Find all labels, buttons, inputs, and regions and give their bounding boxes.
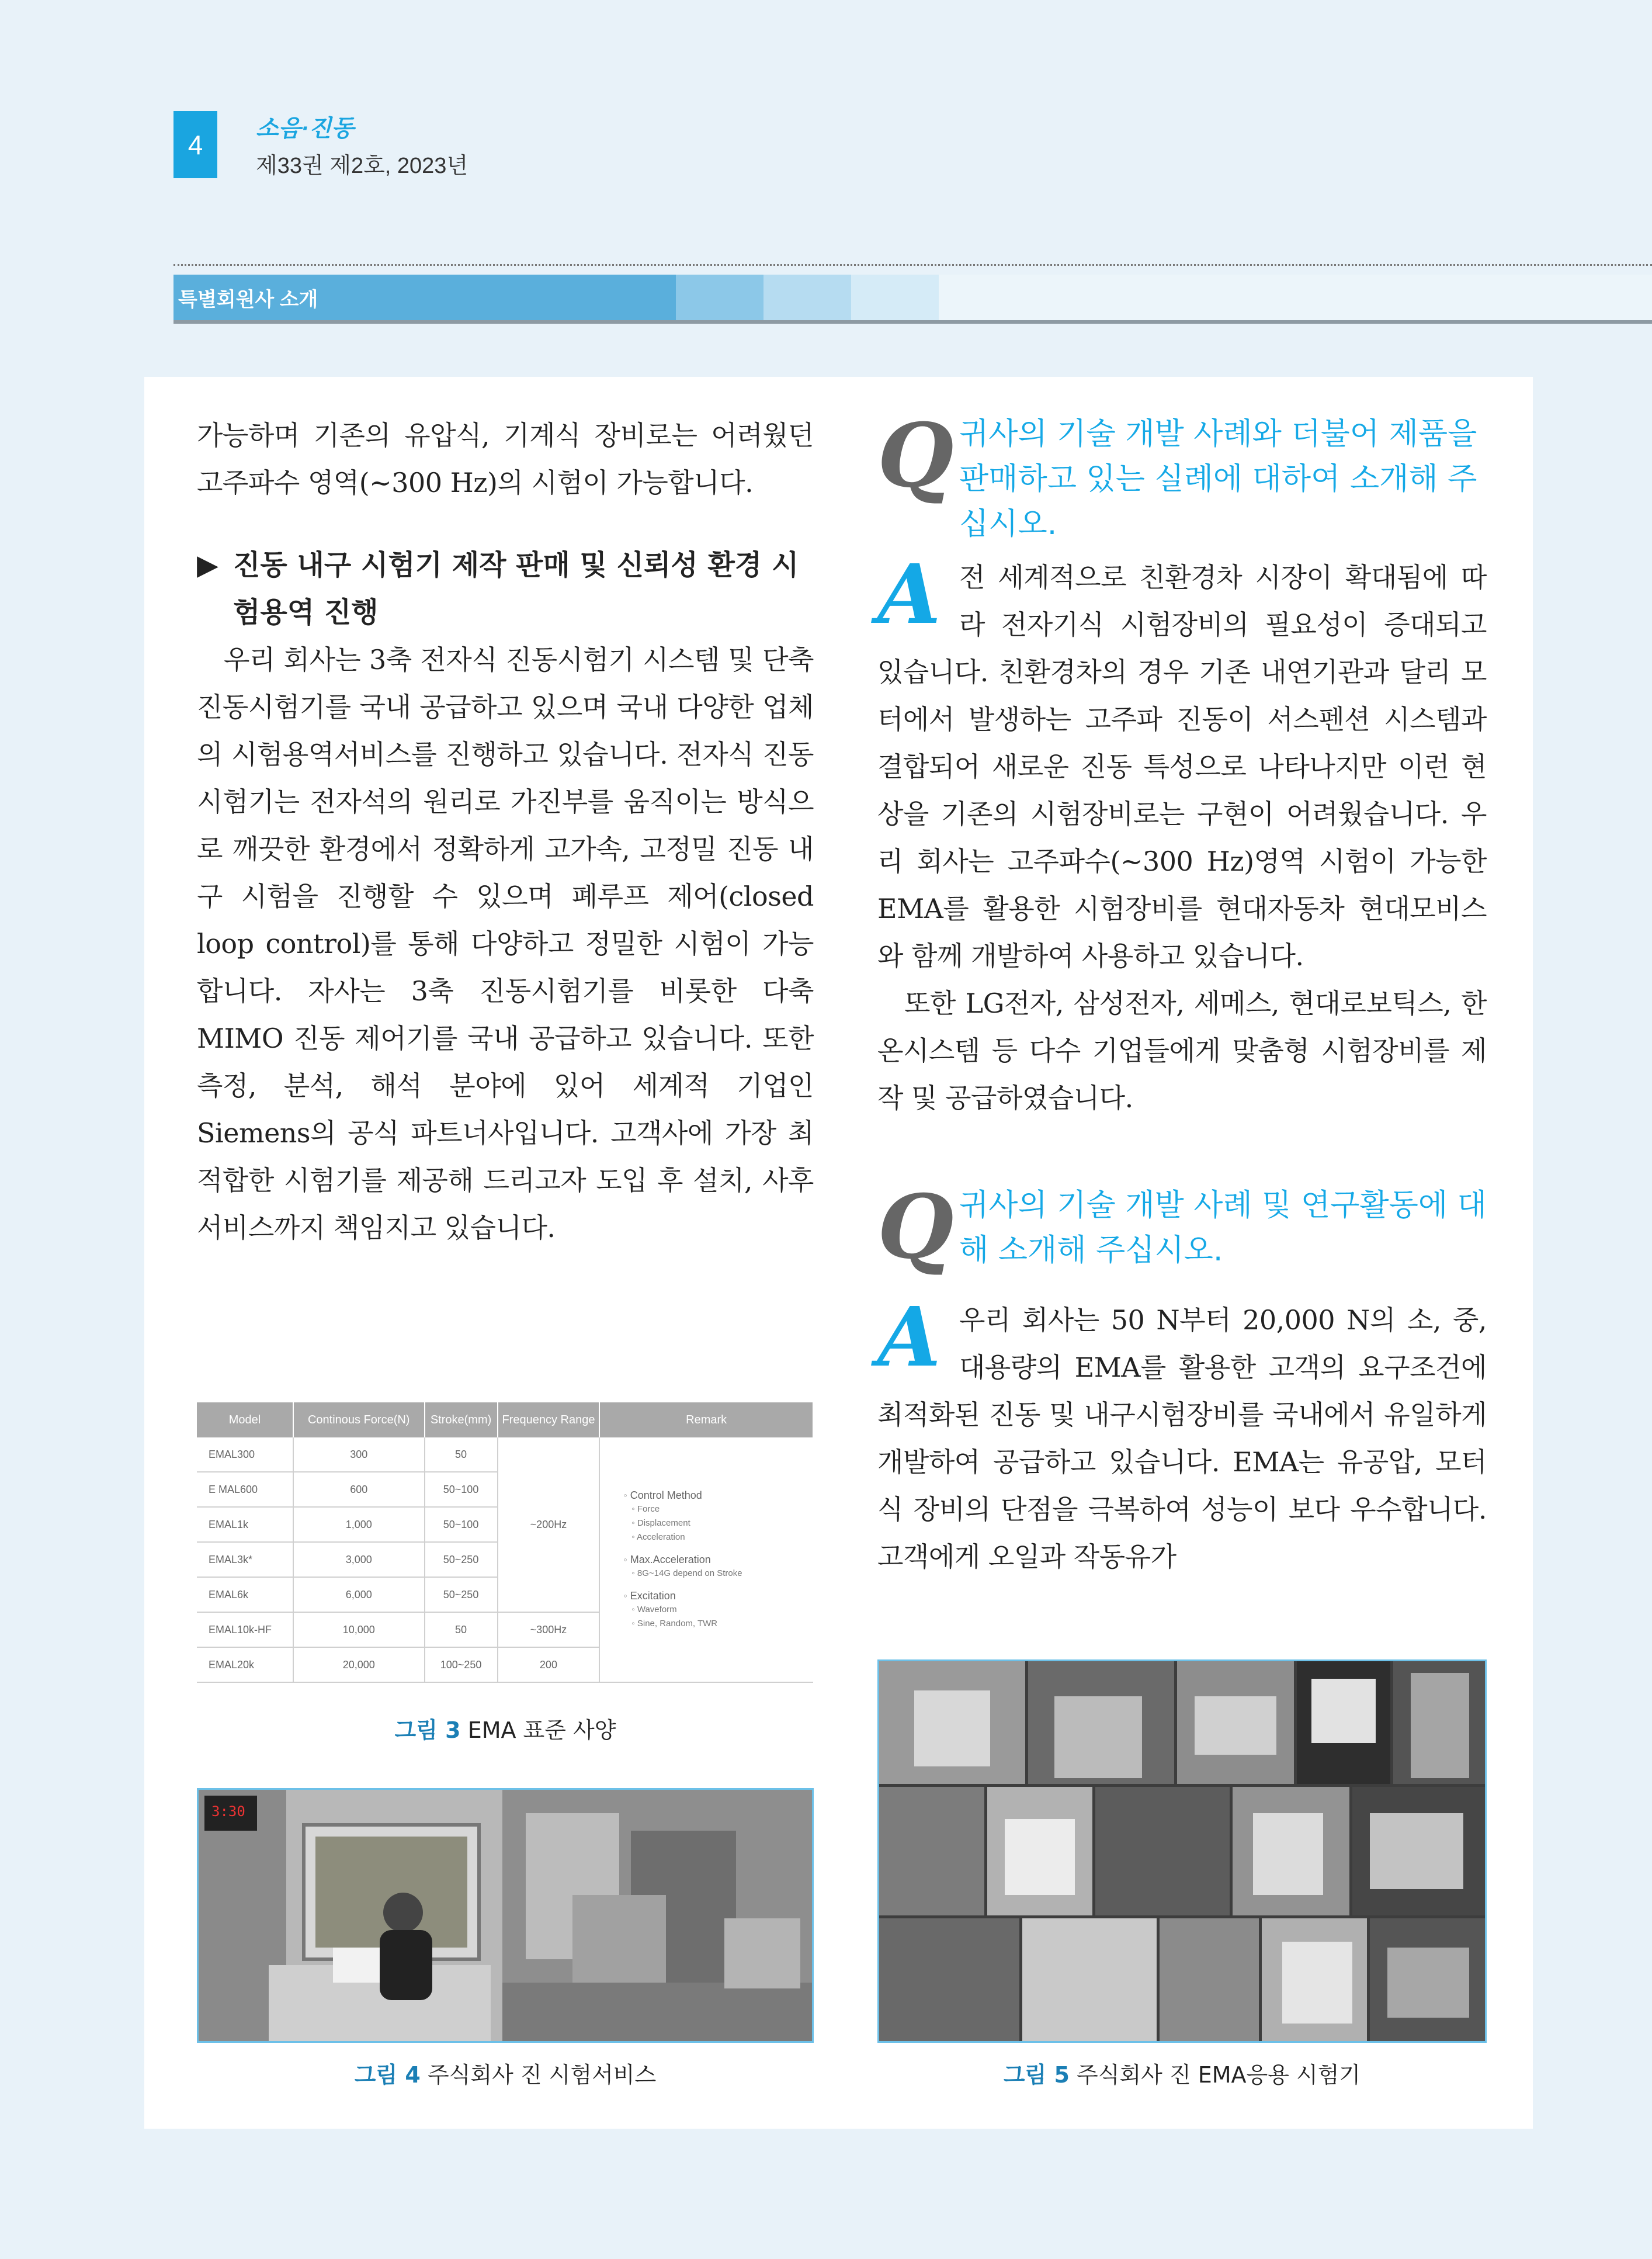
- page-number: 4: [173, 111, 217, 178]
- figure-5-label: 그림 5: [1003, 2062, 1070, 2088]
- answer-2: [877, 1290, 1487, 1581]
- left-column: [197, 412, 814, 1252]
- figure-4-photo: [197, 1788, 814, 2043]
- table-row: EMAL300 300 50 ~200Hz ◦ Control Method ◦ Force ◦ Displacement ◦ Acceleration ◦ Max.Acceleration ◦ 8G~14G depend on Stroke ◦ Excitation ◦ Waveform ◦ Sine, Random, TWR: [197, 1437, 813, 1472]
- right-column: [877, 404, 1487, 1581]
- journal-issue: 제33권 제2호, 2023년: [256, 154, 468, 178]
- figure-3-caption: [197, 1712, 814, 1744]
- spec-table-wrap: [197, 1402, 814, 1683]
- heading-marker: ▶: [197, 549, 218, 581]
- table-row: EMAL10k-HF 10,000 50 ~300Hz: [197, 1612, 813, 1647]
- section-heading: [197, 542, 814, 636]
- section-label: 특별회원사 소개: [173, 275, 676, 320]
- section-underline: [173, 320, 1652, 324]
- q-icon: Q: [877, 1176, 954, 1279]
- figure-4-caption: [197, 2057, 814, 2089]
- a-icon: A: [877, 547, 941, 643]
- figure-4-text: 주식회사 진 시험서비스: [427, 2062, 657, 2088]
- col-model: Model: [197, 1402, 293, 1437]
- col-force: Continous Force(N): [293, 1402, 425, 1437]
- remark-cell: ◦ Control Method ◦ Force ◦ Displacement ◦ Acceleration ◦ Max.Acceleration ◦ 8G~14G depend on Stroke ◦ Excitation ◦ Waveform ◦ Sine, Random, TWR: [599, 1437, 813, 1682]
- table-row: EMAL20k 20,000 100~250 200: [197, 1647, 813, 1682]
- answer-1-text-2: 또한 LG전자, 삼성전자, 세메스, 현대로보틱스, 한온시스템 등 다수 기업들에게 맞춤형 시험장비를 제작 및 공급하였습니다.: [877, 988, 1487, 1114]
- table-row: E MAL600 600 50~100: [197, 1472, 813, 1507]
- test-service-photo: [199, 1790, 812, 2041]
- question-1: [877, 404, 1487, 547]
- question-2-text: 귀사의 기술 개발 사례 및 연구활동에 대해 소개해 주십시오.: [959, 1188, 1487, 1268]
- left-paragraph-2: 우리 회사는 3축 전자식 진동시험기 시스템 및 단축 진동시험기를 국내 공급하고 있으며 국내 다양한 업체의 시험용역서비스를 진행하고 있습니다. 전자식 진동시험기는 전자석의 원리로 가진부를 움직이는 방식으로 깨끗한 환경에서 정확하게 고가속, 고정밀 진동 내구 시험을 진행할 수 있으며 폐루프 제어(closed loop control)를 통해 다양하고 정밀한 시험이 가능합니다. 자사는 3축 진동시험기를 비롯한 다축 MIMO 진동 제어기를 국내 공급하고 있습니다. 또한 측정, 분석, 해석 분야에 있어 세계적 기업인 Siemens의 공식 파트너사입니다. 고객사에 가장 최적합한 시험기를 제공해 드리고자 도입 후 설치, 사후서비스까지 책임지고 있습니다.: [197, 644, 814, 1243]
- header-divider: [173, 264, 1652, 266]
- journal-name: 소음·진동: [256, 116, 354, 141]
- figure-3-text: EMA 표준 사양: [467, 1717, 616, 1743]
- col-stroke: Stroke(mm): [425, 1402, 498, 1437]
- answer-1-text: 전 세계적으로 친환경차 시장이 확대됨에 따라 전자기식 시험장비의 필요성이 증대되고 있습니다. 친환경차의 경우 기존 내연기관과 달리 모터에서 발생하는 고주파 진동이 서스펜션 시스템과 결합되어 새로운 진동 특성으로 나타나지만 이런 현상을 기존의 시험장비로는 구현이 어려웠습니다. 우리 회사는 고주파수(~300 Hz)영역 시험이 가능한 EMA를 활용한 시험장비를 현대자동차 현대모비스와 함께 개발하여 사용하고 있습니다.: [877, 562, 1487, 972]
- answer-1: [877, 547, 1487, 1122]
- freq-group: ~200Hz: [498, 1437, 600, 1612]
- figure-4-label: 그림 4: [354, 2062, 421, 2088]
- q-icon: Q: [877, 404, 954, 507]
- spec-table: [197, 1402, 814, 1683]
- section-bar: [173, 275, 1652, 320]
- table-row: EMAL6k 6,000 50~250: [197, 1577, 813, 1612]
- figure-5-photo: [877, 1659, 1487, 2043]
- ema-equipment-collage: [879, 1661, 1485, 2041]
- clock-display: 3:30: [211, 1803, 245, 1820]
- table-row: EMAL1k 1,000 50~100: [197, 1507, 813, 1542]
- article-card: [144, 377, 1533, 2129]
- figure-5-caption: [877, 2057, 1487, 2089]
- col-remark: Remark: [599, 1402, 813, 1437]
- figure-5-text: 주식회사 진 EMA응용 시험기: [1077, 2062, 1361, 2088]
- question-1-text: 귀사의 기술 개발 사례와 더불어 제품을 판매하고 있는 실례에 대하여 소개해 주십시오.: [959, 417, 1477, 542]
- col-frequency: Frequency Range: [498, 1402, 600, 1437]
- figure-3-label: 그림 3: [394, 1717, 461, 1743]
- question-2: [877, 1176, 1487, 1279]
- left-paragraph-1: 가능하며 기존의 유압식, 기계식 장비로는 어려웠던 고주파수 영역(~300 Hz)의 시험이 가능합니다.: [197, 420, 814, 498]
- a-icon: A: [877, 1290, 941, 1385]
- table-row: EMAL3k* 3,000 50~250: [197, 1542, 813, 1577]
- answer-2-text: 우리 회사는 50 N부터 20,000 N의 소, 중, 대용량의 EMA를 활용한 고객의 요구조건에 최적화된 진동 및 내구시험장비를 국내에서 유일하게 개발하여 공급하고 있습니다. EMA는 유공압, 모터식 장비의 단점을 극복하여 성능이 보다 우수합니다. 고객에게 오일과 작동유가: [877, 1304, 1487, 1572]
- heading-text: 진동 내구 시험기 제작 판매 및 신뢰성 환경 시험용역 진행: [233, 549, 799, 629]
